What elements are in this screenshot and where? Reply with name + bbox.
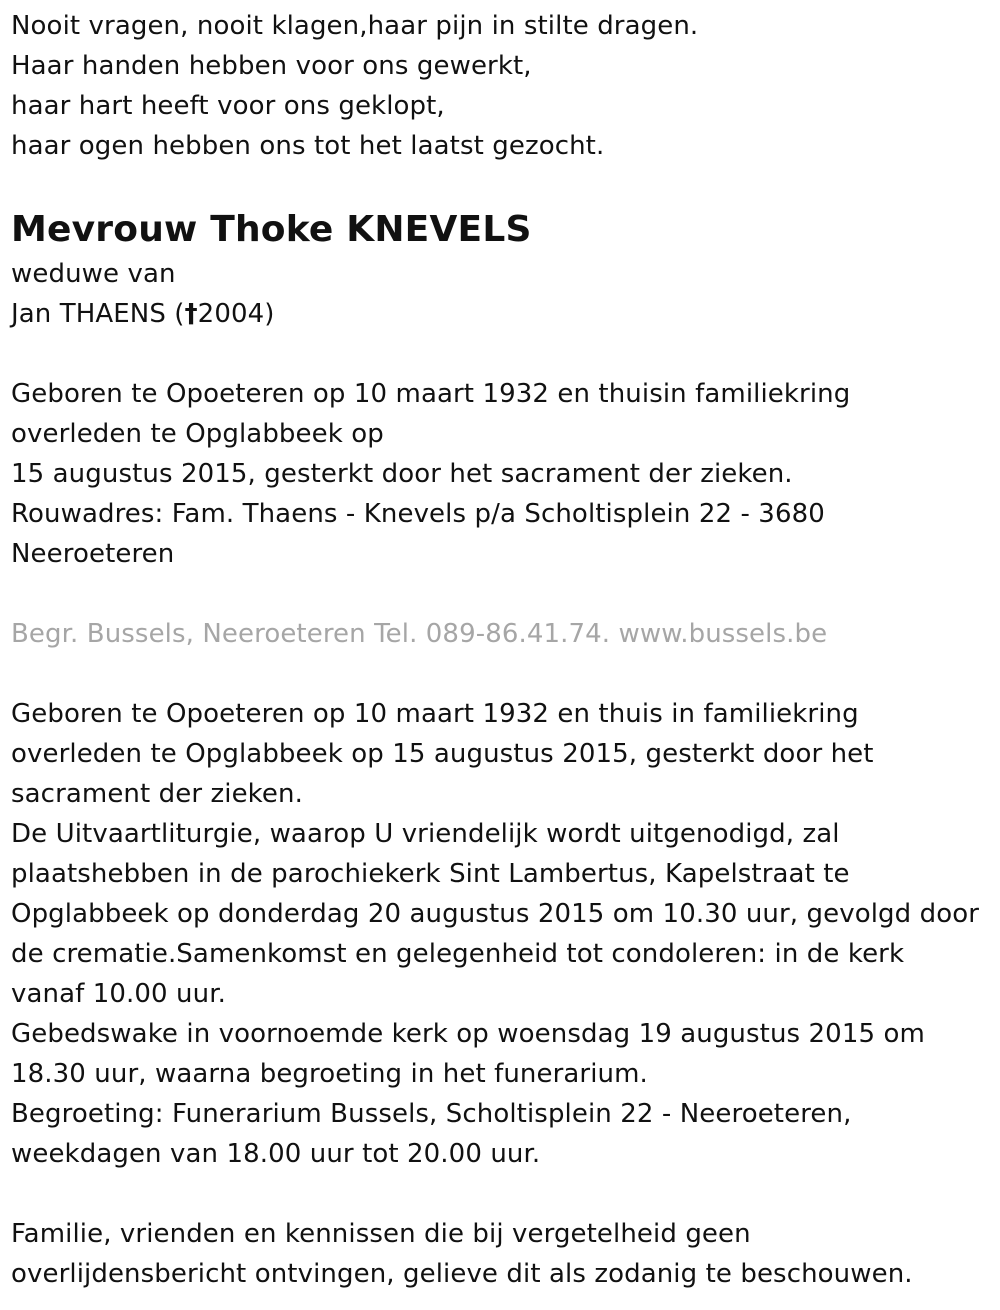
spacer [11,574,991,614]
details-line: de crematie.Samenkomst en gelegenheid tot condoleren: in de kerk [11,939,905,969]
details-line: Gebedswake in voornoemde kerk op woensdag 19 augustus 2015 om [11,1019,925,1049]
spouse-prefix: Jan THAENS ( [11,299,185,329]
closing-line: overlijdensbericht ontvingen, gelieve dit als zodanig te beschouwen. [11,1259,913,1289]
details-line: vanaf 10.00 uur. [11,979,226,1009]
poem-line: haar ogen hebben ons tot het laatst gezocht. [11,131,605,161]
spacer [11,334,991,374]
details-line: plaatshebben in de parochiekerk Sint Lambertus, Kapelstraat te [11,859,850,889]
poem-line: Haar handen hebben voor ons gewerkt, [11,51,532,81]
details-line: sacrament der zieken. [11,779,303,809]
details-line: Opglabbeek op donderdag 20 augustus 2015 om 10.30 uur, gevolgd door [11,899,980,929]
details-line: Geboren te Opoeteren op 10 maart 1932 en thuis in familiekring [11,699,859,729]
spacer [11,166,991,200]
birth-notice [11,374,991,574]
funeral-details [11,694,991,1174]
relation-text: weduwe van [11,259,176,289]
poem [11,6,991,166]
details-line: De Uitvaartliturgie, waarop U vriendelijk wordt uitgenodigd, zal [11,819,840,849]
obituary-document [11,6,991,1294]
details-line: 18.30 uur, waarna begroeting in het funerarium. [11,1059,648,1089]
undertaker-line: Begr. Bussels, Neeroeteren Tel. 089-86.41.74. www.bussels.be [11,619,828,649]
notice-line: Rouwadres: Fam. Thaens - Knevels p/a Scholtisplein 22 - 3680 [11,499,825,529]
spacer [11,654,991,694]
closing-line: Familie, vrienden en kennissen die bij vergetelheid geen [11,1219,751,1249]
poem-line: haar hart heeft voor ons geklopt, [11,91,445,121]
details-line: overleden te Opglabbeek op 15 augustus 2015, gesterkt door het [11,739,874,769]
spouse-suffix: 2004) [197,299,275,329]
cross-icon: † [184,299,198,329]
notice-line: Neeroeteren [11,539,175,569]
notice-line: overleden te Opglabbeek op [11,419,384,449]
details-line: Begroeting: Funerarium Bussels, Scholtisplein 22 - Neeroeteren, [11,1099,852,1129]
notice-line: Geboren te Opoeteren op 10 maart 1932 en thuisin familiekring [11,379,851,409]
poem-line: Nooit vragen, nooit klagen,haar pijn in stilte dragen. [11,11,699,41]
spouse-line [11,294,991,334]
closing-note [11,1214,991,1294]
details-line: weekdagen van 18.00 uur tot 20.00 uur. [11,1139,541,1169]
deceased-name: Mevrouw Thoke KNEVELS [11,209,532,250]
spacer [11,1174,991,1214]
notice-line: 15 augustus 2015, gesterkt door het sacrament der zieken. [11,459,793,489]
